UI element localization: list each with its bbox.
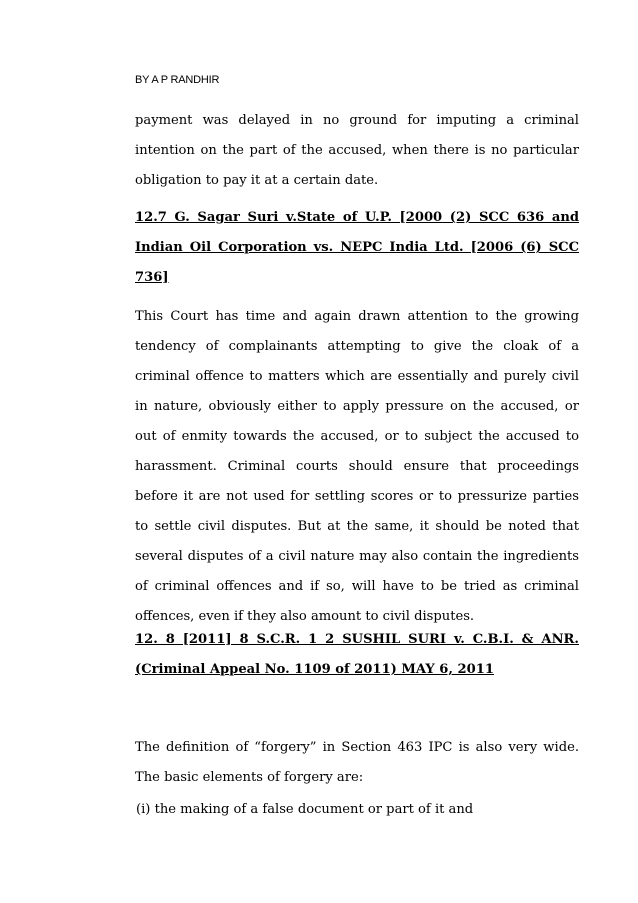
list-item-forgery-element-1: (i) the making of a false document or part of it and bbox=[136, 802, 474, 817]
page-header: BY A P RANDHIR bbox=[135, 74, 220, 86]
section-heading-12-7: 12.7 G. Sagar Suri v.State of U.P. [2000 (2) SCC 636 and Indian Oil Corporation vs. NEPC India Ltd. [2006 (6) SCC 736] bbox=[135, 210, 579, 285]
paragraph-continuation: payment was delayed in no ground for imputing a criminal intention on the part of the accused, when there is no particular obligation to pay it at a certain date. bbox=[135, 113, 579, 188]
paragraph-forgery-definition: The definition of “forgery” in Section 463 IPC is also very wide. The basic elements of forgery are: bbox=[135, 740, 579, 785]
section-heading-12-8: 12. 8 [2011] 8 S.C.R. 1 2 SUSHIL SURI v. C.B.I. & ANR. (Criminal Appeal No. 1109 of 2011) MAY 6, 2011 bbox=[135, 632, 579, 677]
paragraph-court-observation: This Court has time and again drawn attention to the growing tendency of complainants attempting to give the cloak of a criminal offence to matters which are essentially and purely civil in nature, obviously either to apply pressure on the accused, or out of enmity towards the accused, or to subject the accused to harassment. Criminal courts should ensure that proceedings before it are not used for settling scores or to pressurize parties to settle civil disputes. But at the same, it should be noted that several disputes of a civil nature may also contain the ingredients of criminal offences and if so, will have to be tried as criminal offences, even if they also amount to civil disputes. bbox=[135, 309, 579, 624]
